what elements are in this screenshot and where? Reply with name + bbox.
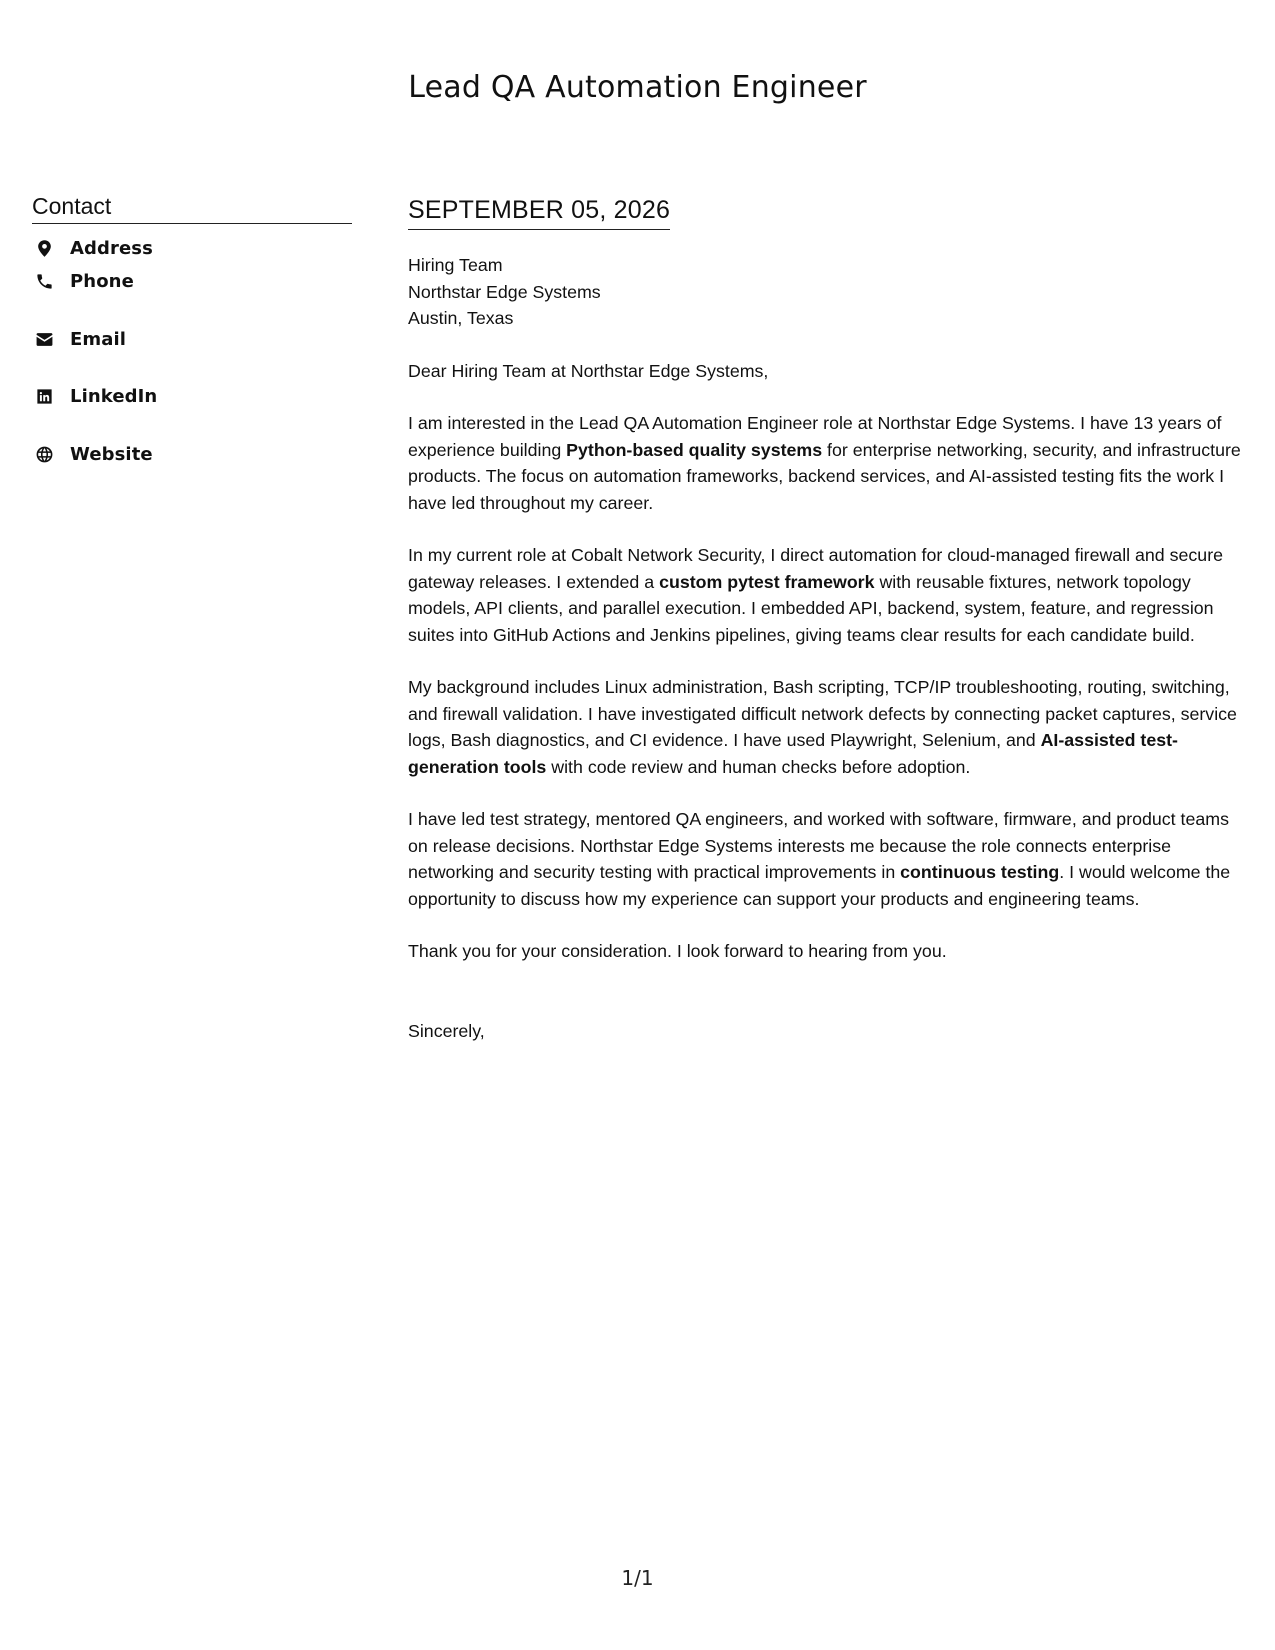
contact-item-email[interactable] [32, 323, 352, 381]
contact-item-linkedin[interactable] [32, 380, 352, 438]
paragraph-text: I am interested in the Lead QA Automation Engineer role at Northstar Edge Systems. I have 13 years of experience building [408, 413, 1222, 460]
paragraph-text: for enterprise networking, security, and infrastructure products. The focus on automation frameworks, backend services, and AI-assisted testing fits the work I have led throughout my career. [408, 439, 1241, 513]
emphasis-text: custom pytest framework [659, 571, 875, 592]
letter-paragraph [408, 674, 1243, 780]
emphasis-text: Python-based quality systems [566, 439, 823, 460]
letter-paragraph [408, 410, 1243, 516]
paragraph-text: In my current role at Cobalt Network Security, I direct automation for cloud-managed firewall and secure gateway releases. I extended a [408, 545, 1224, 592]
contact-item-address[interactable] [32, 232, 352, 265]
linkedin-icon [32, 385, 56, 409]
recipient-block [408, 252, 1243, 332]
contact-label-email: Email [70, 328, 127, 350]
paragraph-text: with code review and human checks before adoption. [546, 756, 971, 777]
contact-list [32, 232, 352, 495]
contact-label-phone: Phone [70, 271, 134, 293]
closing: Sincerely, [408, 1020, 485, 1041]
page-number: 1/1 [621, 1566, 654, 1590]
contact-label-website: Website [70, 443, 153, 465]
paragraph-text: My background includes Linux administration, Bash scripting, TCP/IP troubleshooting, routing, switching, and firewall validation. I have investigated difficult network defects by connecting packet captures, service logs, Bash diagnostics, and CI evidence. I have used Playwright, Selenium, and [408, 677, 1237, 750]
page-title: Lead QA Automation Engineer [408, 70, 867, 105]
paragraph-text: I have led test strategy, mentored QA engineers, and worked with software, firmware, and product teams on release decisions. Northstar Edge Systems interests me because the role connects enterprise networking and security testing with practical improvements in [408, 809, 1229, 882]
contact-item-phone[interactable] [32, 265, 352, 323]
recipient-line: Hiring Team [408, 255, 503, 275]
letter-paragraph [408, 542, 1243, 648]
recipient-line: Northstar Edge Systems [408, 281, 601, 302]
salutation: Dear Hiring Team at Northstar Edge Systems, [408, 360, 769, 381]
letter-body [408, 410, 1243, 965]
contact-heading: Contact [32, 192, 352, 224]
envelope-icon [32, 327, 56, 351]
contact-label-linkedin: LinkedIn [70, 386, 158, 408]
contact-sidebar [32, 192, 352, 495]
contact-item-website[interactable] [32, 438, 352, 496]
phone-icon [32, 270, 56, 294]
globe-icon [32, 442, 56, 466]
letter-paragraph [408, 806, 1243, 912]
emphasis-text: continuous testing [900, 862, 1060, 882]
cover-letter [408, 195, 1243, 1044]
contact-label-address: Address [70, 238, 153, 259]
letter-date: SEPTEMBER 05, 2026 [408, 195, 670, 230]
paragraph-text: Thank you for your consideration. I look forward to hearing from you. [408, 941, 947, 961]
map-pin-icon [32, 237, 56, 261]
paragraph-text: with reusable fixtures, network topology models, API clients, and parallel execution. I embedded API, backend, system, feature, and regression suites into GitHub Actions and Jenkins pipelines, giving teams clear results for each candidate build. [408, 571, 1214, 645]
paragraph-text: . I would welcome the opportunity to discuss how my experience can support your products and engineering teams. [408, 862, 1231, 909]
letter-paragraph [408, 938, 1243, 965]
recipient-line: Austin, Texas [408, 308, 514, 328]
emphasis-text: AI-assisted test-generation tools [408, 730, 1178, 777]
